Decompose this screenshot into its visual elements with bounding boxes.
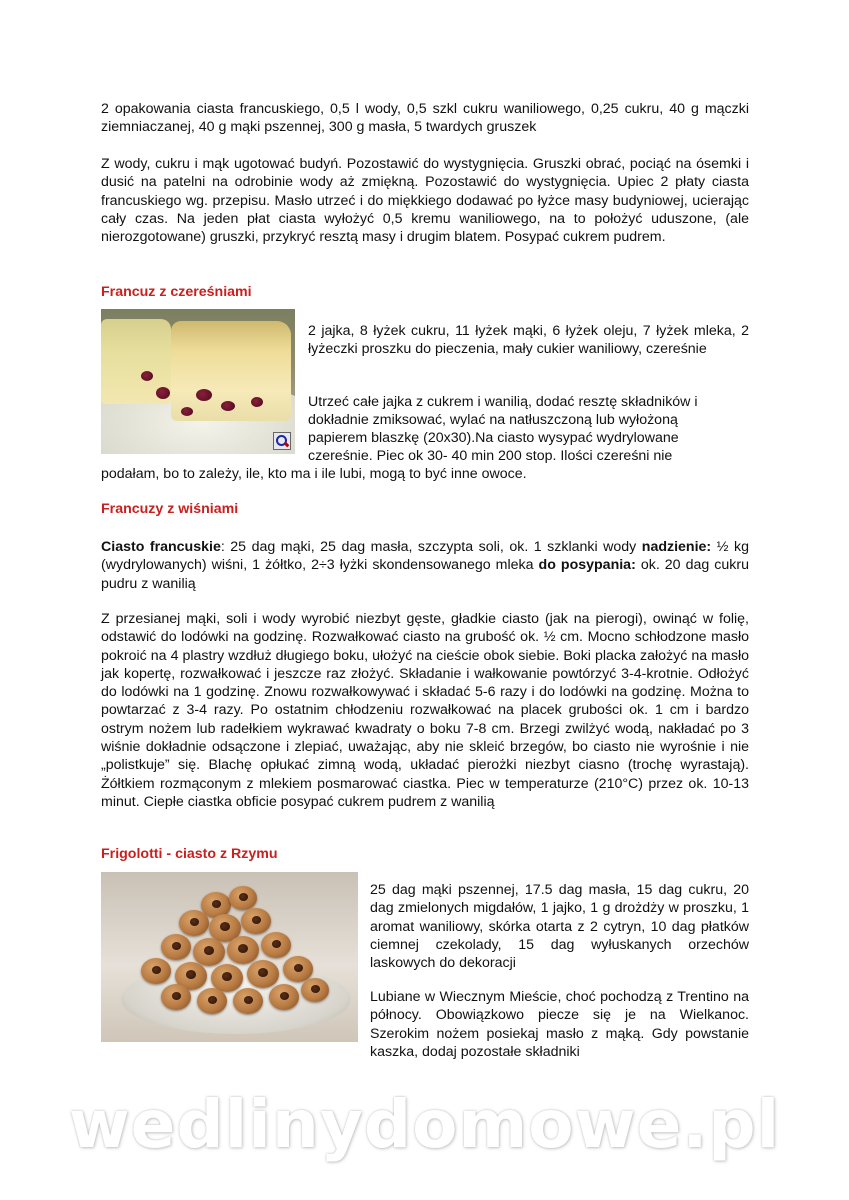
recipe4-title: Frigolotti - ciasto z Rzymu bbox=[101, 846, 278, 862]
cookies-photo bbox=[101, 872, 358, 1042]
recipe1-ingredients: 2 opakowania ciasta francuskiego, 0,5 l wody, 0,5 szkl cukru waniliowego, 0,25 cukru, 40 g mączki ziemniaczanej, 40 g mąki pszennej, 300 g masła, 5 twardych gruszek bbox=[101, 101, 749, 136]
recipe2-title: Francuz z czereśniami bbox=[101, 284, 252, 300]
site-watermark: wedlinydomowe.pl bbox=[68, 1086, 781, 1163]
recipe4-ingredients: 25 dag mąki pszennej, 17.5 dag masła, 15 dag cukru, 20 dag zmielonych migdałów, 1 jajko, 1 g drożdży w proszku, 1 aromat waniliowy, skórka otarta z 2 cytryn, 10 dag płatków ciemnej czekolady, 15 dag wyłuskanych orzechów laskowych do dekoracji bbox=[370, 882, 749, 972]
recipe4-method: Lubiane w Wiecznym Mieście, choć pochodzą z Trentino na północy. Obowiązkowo piecze się je na Wielkanoc. Szerokim nożem posiekaj masło z mąką. Gdy powstanie kaszka, dodaj pozostałe składniki bbox=[370, 989, 749, 1060]
filling-text: ½ kg (wydrylowanych) wiśni, 1 żółtko, 2÷3 łyżki skondensowanego mleka bbox=[101, 539, 749, 574]
filling-label: nadzienie: bbox=[641, 539, 712, 555]
recipe2-ingredients: 2 jajka, 8 łyżek cukru, 11 łyżek mąki, 6 łyżek oleju, 7 łyżek mleka, 2 łyżeczki proszku do pieczenia, mały cukier waniliowy, czereśnie bbox=[308, 323, 749, 358]
recipe1-method: Z wody, cukru i mąk ugotować budyń. Pozostawić do wystygnięcia. Gruszki obrać, pociąć na ósemki i dusić na patelni na odrobinie wody aż zmiękną. Pozostawić do wystygnięcia. Upiec 2 płaty ciasta francuskiego wg. przepisu. Masło utrzeć i do miękkiego dodawać po łyżce masy budyniowej, ucierając cały czas. Na jeden płat ciasta wyłożyć 0,5 kremu waniliowego, na to położyć uduszone, (ale nierozgotowane) gruszki, przykryć resztą masy i drugim blatem. Posypać cukrem pudrem. bbox=[101, 156, 749, 246]
topping-text: ok. 20 dag cukru pudru z wanilią bbox=[101, 557, 749, 592]
topping-label-b: posypania: bbox=[560, 557, 636, 574]
topping-label-a: do bbox=[538, 557, 556, 574]
recipe2-method-line4: czereśnie. Piec ok 30- 40 min 200 stop. Ilości czereśni nie bbox=[308, 448, 673, 464]
magnifier-icon[interactable] bbox=[273, 432, 291, 450]
dough-label: Ciasto francuskie bbox=[101, 539, 221, 555]
dough-text: : 25 dag mąki, 25 dag masła, szczypta soli, ok. 1 szklanki wody bbox=[220, 539, 637, 555]
recipe2-method-line1: Utrzeć całe jajka z cukrem i wanilią, dodać resztę składników i bbox=[308, 394, 698, 410]
recipe3-title: Francuzy z wiśniami bbox=[101, 501, 239, 517]
recipe2-method-line5: podałam, bo to zależy, ile, kto ma i ile lubi, mogą to być inne owoce. bbox=[101, 466, 527, 482]
recipe3-method: Z przesianej mąki, soli i wody wyrobić niezbyt gęste, gładkie ciasto (jak na pierogi), owinąć w folię, odstawić do lodówki na godzinę. Rozwałkować ciasto na grubość ok. ½ cm. Mocno schłodzone masło pokroić na 4 plastry wzdłuż długiego boku, ułożyć na cieście obok siebie. Boki placka założyć na masło jak kopertę, rozwałkować i jeszcze raz złożyć. Składanie i wałkowanie powtórzyć 3-4-krotnie. Odłożyć do lodówki na 1 godzinę. Znowu rozwałkowywać i składać 5-6 razy i do lodówki na godzinę. Można to powtarzać z 3-4 razy. Po ostatnim chłodzeniu rozwałkować na placek grubości ok. 1 cm i bardzo ostrym nożem lub radełkiem wykrawać kwadraty o boku 7-8 cm. Brzegi zwilżyć wodą, nakładać po 3 wiśnie dokładnie odsączone i zlepiać, uważając, aby nie skleić brzegów, bo ciasto nie wyrośnie i nie „polistkuje” się. Blachę opłukać zimną wodą, układać pierożki niezbyt ciasno (trochę wyrastają). Żółtkiem rozmąconym z mlekiem posmarować ciastka. Piec w temperaturze (210°C) przez ok. 10-13 minut. Ciepłe ciastka obficie posypać cukrem pudrem z wanilią bbox=[101, 611, 749, 810]
recipe2-method-line2: dokładnie zmiksować, wylać na natłuszczoną lub wyłożoną bbox=[308, 412, 678, 428]
recipe3-ingredients bbox=[101, 538, 749, 593]
recipe2-method-line3: papierem blaszkę (20x30).Na ciasto wysypać wydrylowane bbox=[308, 430, 679, 446]
cherry-cake-photo bbox=[101, 309, 295, 454]
